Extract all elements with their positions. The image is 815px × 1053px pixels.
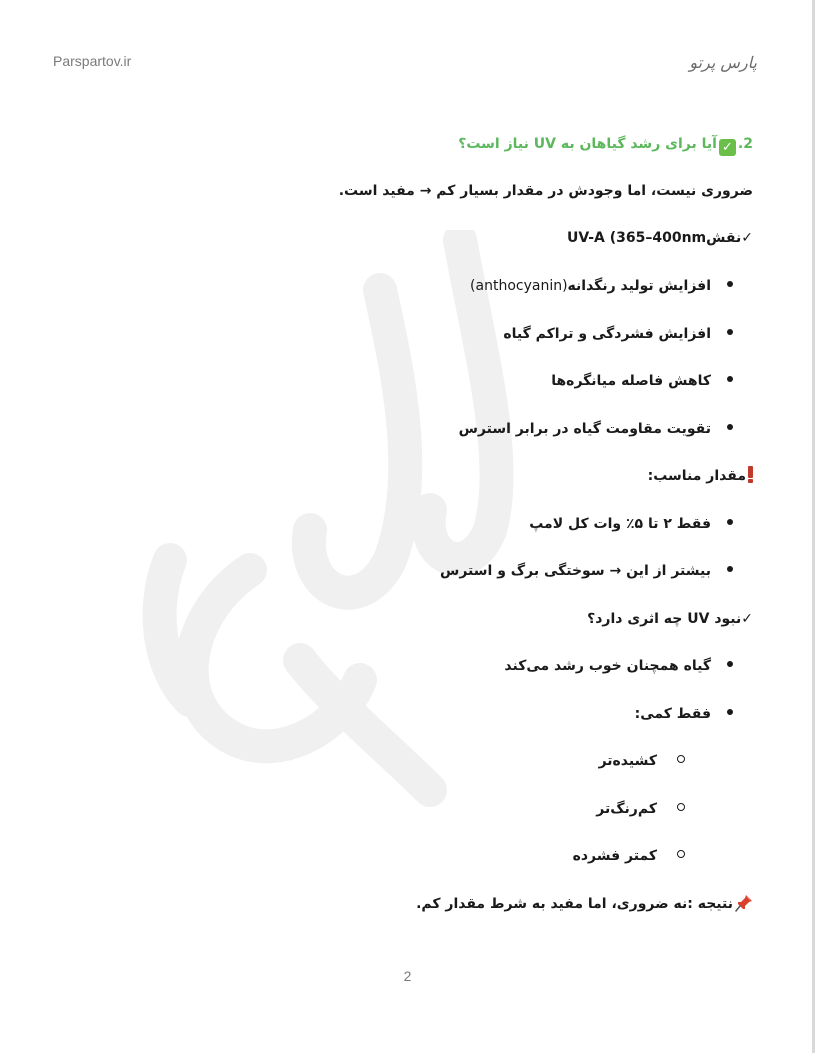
bullet-icon [727, 661, 733, 667]
bullet-icon [727, 566, 733, 572]
bullet-icon [727, 709, 733, 715]
site-url[interactable]: Parspartov.ir [53, 53, 132, 69]
sub-list-item [599, 751, 685, 771]
list-item-text: کاهش فاصله میانگره‌ها [551, 373, 711, 389]
check-mark-icon: ✓ [741, 230, 753, 246]
list-item [529, 514, 733, 534]
circle-bullet-icon [677, 850, 685, 858]
list-item-text: فقط ۲ تا ۵٪ وات کل لامپ [529, 516, 711, 532]
list-item [551, 371, 733, 391]
bullet-icon [727, 329, 733, 335]
sub-list-item-text: کمتر فشرده [572, 848, 657, 864]
section-heading [458, 134, 753, 156]
pushpin-icon [735, 894, 753, 912]
list-item [503, 324, 733, 344]
amount-title [648, 466, 753, 486]
bullet-icon [727, 376, 733, 382]
list-item [459, 419, 733, 439]
list-item-text: بیشتر از این → سوختگی برگ و استرس [440, 563, 711, 579]
list-item [635, 704, 733, 724]
intro-paragraph: ضروری نیست، اما وجودش در مقدار بسیار کم → مفید است. [338, 183, 753, 199]
list-item [504, 656, 733, 676]
amount-title-text: مقدار مناسب: [647, 468, 746, 484]
sub-list-item-text: کم‌رنگ‌تر [596, 801, 657, 817]
list-item-text: افزایش فشردگی و تراکم گیاه [503, 326, 711, 342]
sub-list-item [573, 846, 685, 866]
list-item-text: تقویت مقاومت گیاه در برابر استرس [458, 421, 711, 437]
watermark-logo [130, 230, 550, 830]
page-number: 2 [403, 968, 412, 984]
list-item-text: افزایش تولید رنگدانه [567, 278, 711, 294]
section-number: 2. [737, 136, 753, 152]
conclusion-text: نتیجه :نه ضروری، اما مفید به شرط مقدار کم. [416, 896, 733, 912]
bullet-icon [727, 281, 733, 287]
list-item-text: گیاه همچنان خوب رشد می‌کند [504, 658, 711, 674]
sub-list-item [596, 799, 685, 819]
section-heading-text: آیا برای رشد گیاهان به UV نیاز است؟ [458, 136, 717, 152]
uva-title [567, 228, 753, 248]
bullet-icon [727, 519, 733, 525]
brand-logo: پارس پرتو [689, 53, 757, 72]
check-mark-icon: ✓ [741, 611, 753, 627]
conclusion [416, 894, 753, 914]
circle-bullet-icon [677, 755, 685, 763]
uva-title-text: نقشUV-A (365–400nm [567, 230, 742, 246]
sub-list-item-text: کشیده‌تر [598, 753, 657, 769]
list-item [440, 561, 733, 581]
no-uv-title [587, 609, 753, 629]
circle-bullet-icon [677, 803, 685, 811]
no-uv-title-text: نبود UV چه اثری دارد؟ [587, 611, 742, 627]
check-box-icon: ✓ [719, 139, 736, 156]
bullet-icon [727, 424, 733, 430]
list-item-text: فقط کمی: [634, 706, 711, 722]
list-item [470, 276, 733, 296]
exclamation-icon [748, 466, 753, 483]
list-item-extra: (anthocyanin) [470, 278, 568, 294]
